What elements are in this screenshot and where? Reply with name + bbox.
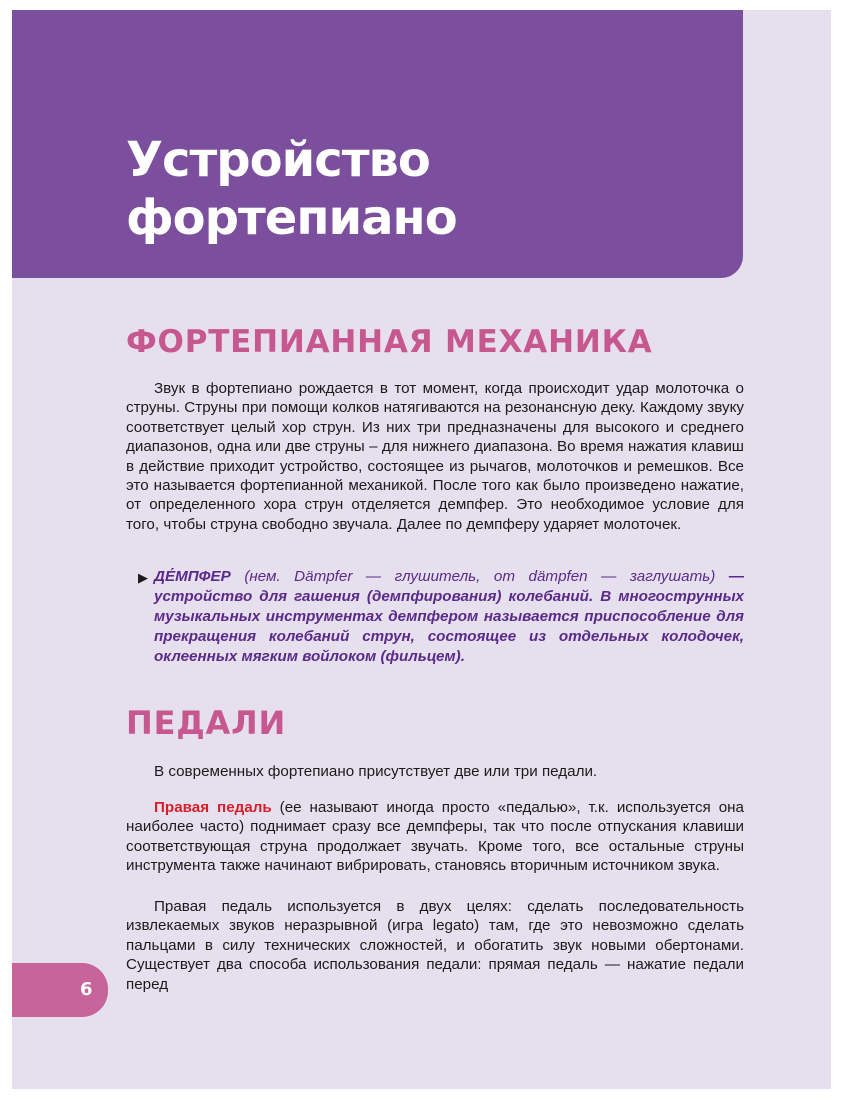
mechanics-paragraph: Звук в фортепиано рождается в тот момент, когда происходит удар молоточка о струны. Струны при помощи колков натягиваются на резонансную деку. Каждому звуку соответствует целый хор струн. Из них три предназначены для высокого и среднего диапазонов, одна или две струны – для нижнего диапазона. Во время нажатия клавиш в действие приходит устройство, состоящее из рычагов, молоточков и ремешков. Все это называется фортепианной механикой. После того как было произведено нажатие, от определенного хора струн отделяется демпфер. Это необходимое условие для того, чтобы струна свободно звучала. Далее по демпферу ударяет молоточек.: [126, 380, 744, 533]
pedal-uses-paragraph: Правая педаль используется в двух целях: сделать последовательность извлекаемых звуков неразрывной (игра legato) там, где это невозможно сделать пальцами в силу технических сложностей, и обогатить звук новыми обертонами. Существует два способа использования педали: прямая педаль — нажатие педали перед: [126, 898, 744, 993]
triangle-bullet-icon: ▶: [138, 570, 148, 585]
definition-body: — устройство для гашения (демпфирования) колебаний. В многострунных музыкальных инструментах демпфером называется приспособление для прекращения колебаний струн, состоящее из отдельных колодочек, оклеенных мягким войлоком (фильцем).: [154, 568, 744, 665]
title-banner: [12, 10, 743, 278]
page-number-tab: [12, 963, 108, 1017]
definition-term: ДЕ́МПФЕР: [154, 568, 231, 585]
definition-damper: [138, 567, 744, 667]
page-title-line-2: фортепиано: [126, 190, 457, 246]
right-pedal-text: (ее называют иногда просто «педалью», т.к. используется она наиболее часто) поднимает сразу все демпферы, так что после отпускания клавиши соответствующая струна продолжает звучать. Кроме того, все остальные струны инструмента также начинают вибрировать, становясь вторичным источником звука.: [126, 799, 744, 875]
section-heading-pedals: ПЕДАЛИ: [126, 704, 287, 742]
book-page: [12, 10, 831, 1089]
page-title: [126, 131, 457, 247]
page-title-line-1: Устройство: [126, 132, 430, 188]
pedals-intro-paragraph: В современных фортепиано присутствует две или три педали.: [154, 763, 598, 780]
definition-etymology: (нем. Dämpfer — глушитель, от dämpfen — заглушать): [230, 568, 716, 585]
right-pedal-paragraph: [126, 798, 744, 876]
page-number: 6: [80, 979, 93, 1000]
section-heading-mechanics: ФОРТЕПИАННАЯ МЕХАНИКА: [126, 324, 653, 360]
right-pedal-term: Правая педаль: [154, 799, 272, 816]
